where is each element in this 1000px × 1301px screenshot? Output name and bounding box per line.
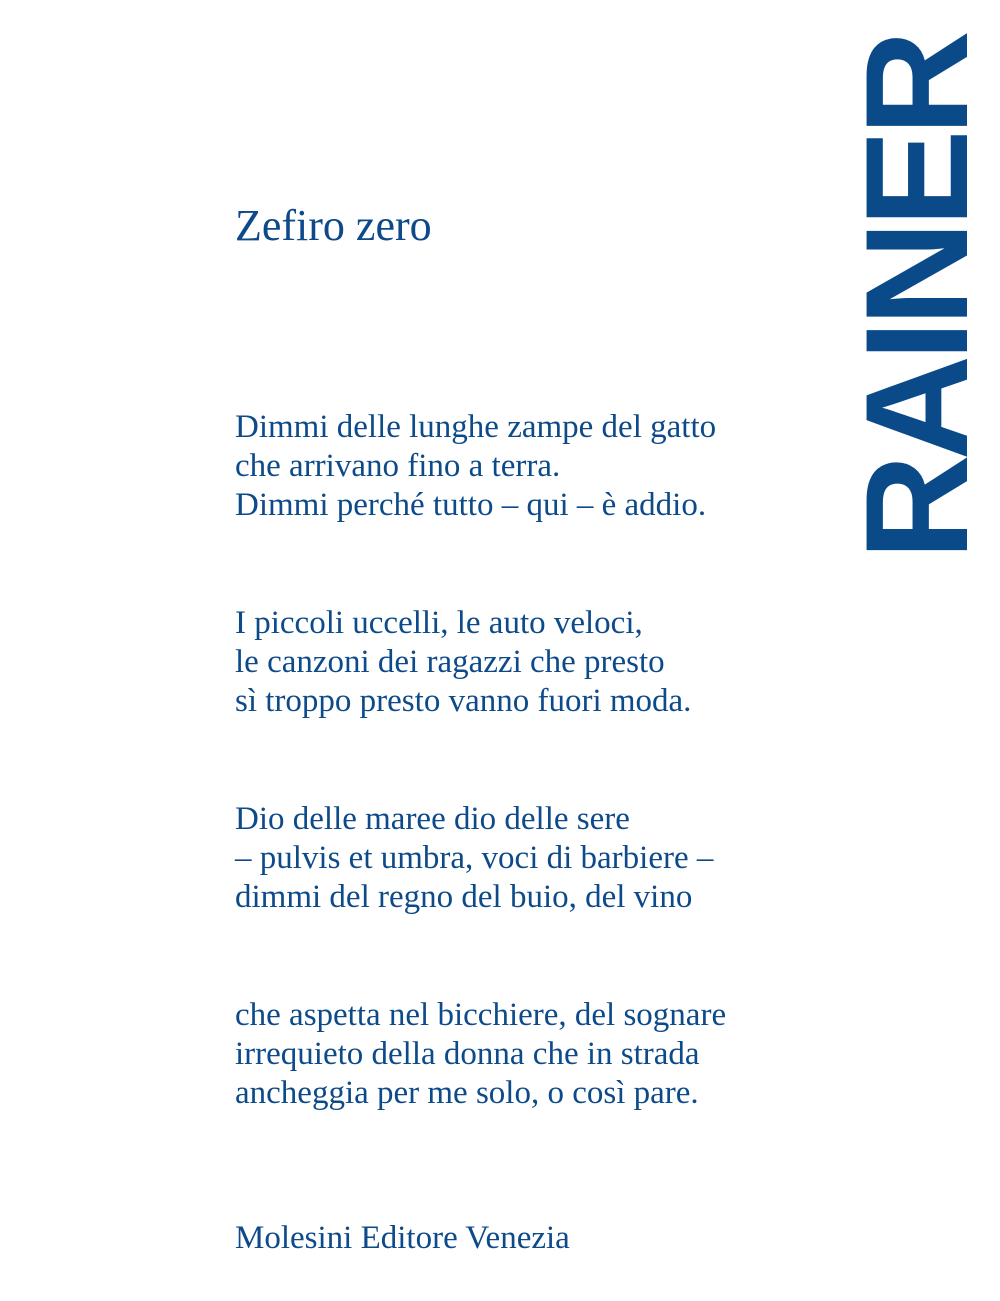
stanza-1 <box>235 408 726 525</box>
author-name: RAINER <box>835 36 998 560</box>
poem-line: ancheggia per me solo, o così pare. <box>235 1075 699 1111</box>
stanza-4 <box>235 996 726 1113</box>
poem-line: le canzoni dei ragazzi che presto <box>235 644 665 680</box>
poem-line: Dimmi perché tutto – qui – è addio. <box>235 487 707 523</box>
book-title: Zefiro zero <box>235 201 432 250</box>
stanza-3 <box>235 800 726 917</box>
poem <box>235 408 726 1192</box>
poem-line: Dio delle maree dio delle sere <box>235 801 630 837</box>
poem-line: che aspetta nel bicchiere, del sognare <box>235 997 727 1033</box>
stanza-2 <box>235 604 726 721</box>
publisher-imprint: Molesini Editore Venezia <box>235 1220 570 1256</box>
poem-line: irrequieto della donna che in strada <box>235 1036 700 1072</box>
author-name-block <box>835 28 998 568</box>
poem-line: che arrivano fino a terra. <box>235 448 561 484</box>
poem-line: sì troppo presto vanno fuori moda. <box>235 683 692 719</box>
poem-line: dimmi del regno del buio, del vino <box>235 879 693 915</box>
poem-line: Dimmi delle lunghe zampe del gatto <box>235 409 717 445</box>
poem-line: – pulvis et umbra, voci di barbiere – <box>235 840 714 876</box>
poem-line: I piccoli uccelli, le auto veloci, <box>235 605 643 641</box>
